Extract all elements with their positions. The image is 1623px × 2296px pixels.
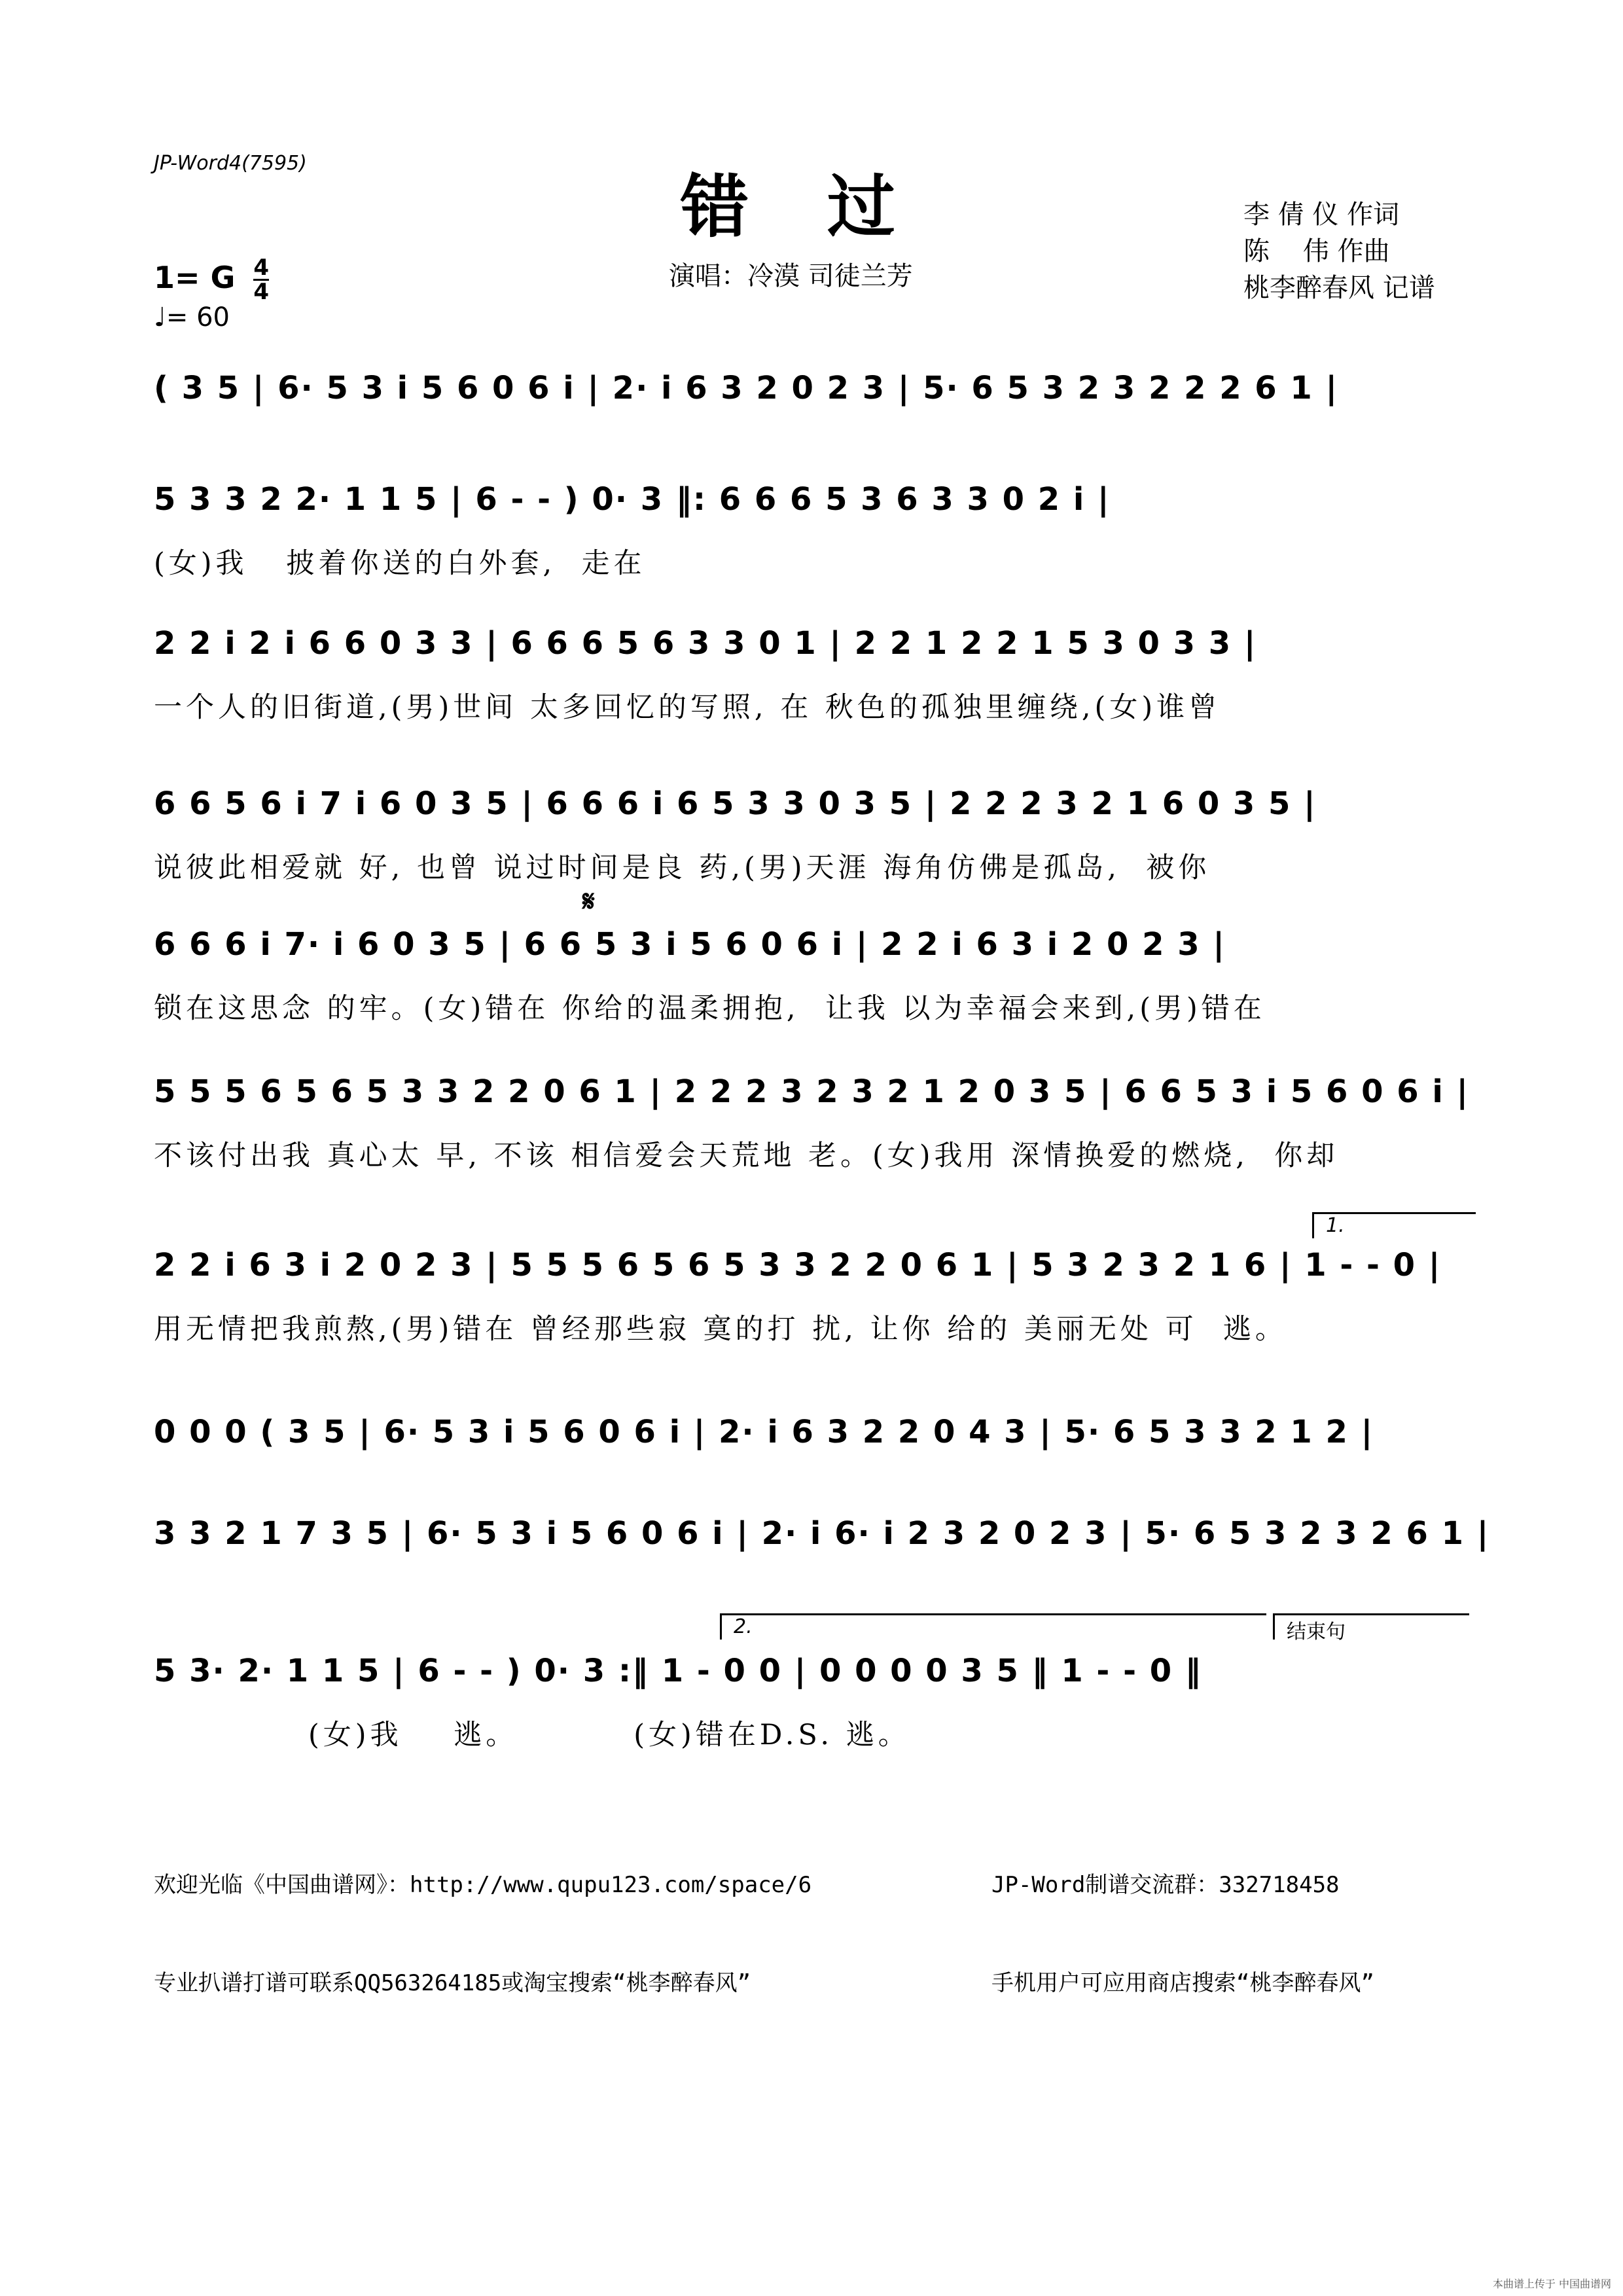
lyrics-line: 说彼此相爱就 好, 也曾 说过时间是良 药,(男)天涯 海角仿佛是孤岛, 被你 <box>154 852 1211 884</box>
lyrics-line: 一个人的旧街道,(男)世间 太多回忆的写照, 在 秋色的孤独里缠绕,(女)谁曾 <box>154 691 1221 724</box>
volta-1 <box>1312 1212 1476 1238</box>
lyrics-line: 锁在这思念 的牢。(女)错在 你给的温柔拥抱, 让我 以为幸福会来到,(男)错在 <box>154 992 1266 1025</box>
lyrics-line: 用无情把我煎熬,(男)错在 曾经那些寂 寞的打 扰, 让你 给的 美丽无处 可 逃。 <box>154 1313 1287 1346</box>
lyrics-line: (女)我 逃。 (女)错在D.S. 逃。 <box>154 1719 910 1751</box>
notation-line: 5 5 5 6 5 6 5 3 3 2 2 0 6 1 | 2 2 2 3 2 3 2 1 2 0 3 5 | 6 6 5 3 i 5 6 0 6 i | <box>154 1073 1470 1110</box>
singer-line: 演唱：冷漠 司徒兰芳 <box>669 261 913 291</box>
lyricist-credit: 李 倩 仪 作词 <box>1243 200 1400 230</box>
notation-line: 2 2 i 6 3 i 2 0 2 3 | 5 5 5 6 5 6 5 3 3 2 2 0 6 1 | 5 3 2 3 2 1 6 | 1 - - 0 | <box>154 1247 1442 1283</box>
ending-label: 结束句 <box>1287 1621 1346 1643</box>
notation-line: 6 6 5 6 i 7 i 6 0 3 5 | 6 6 6 i 6 5 3 3 0 3 5 | 2 2 2 3 2 1 6 0 3 5 | <box>154 785 1317 822</box>
notator-credit: 桃李醉春风 记谱 <box>1243 273 1435 303</box>
volta-2 <box>720 1613 1266 1640</box>
key-signature <box>154 257 269 303</box>
footer-app-line: 手机用户可应用商店搜索“桃李醉春风” <box>991 1970 1374 1996</box>
notation-line: ( 3 5 | 6· 5 3 i 5 6 0 6 i | 2· i 6 3 2 0 2 3 | 5· 6 5 3 2 3 2 2 2 6 1 | <box>154 370 1339 406</box>
notation-line: 2 2 i 2 i 6 6 0 3 3 | 6 6 6 5 6 3 3 0 1 | 2 2 1 2 2 1 5 3 0 3 3 | <box>154 625 1257 662</box>
key-label: 1= G <box>154 260 236 295</box>
ending-bracket <box>1273 1613 1469 1643</box>
notation-line: 5 3· 2· 1 1 5 | 6 - - ) 0· 3 :‖ 1 - 0 0 | 0 0 0 0 3 5 ‖ 1 - - 0 ‖ <box>154 1653 1202 1689</box>
credits-block <box>1243 196 1435 306</box>
footer-left <box>154 1803 812 2032</box>
composer-credit: 陈 伟 作曲 <box>1243 236 1390 266</box>
volta-2-label: 2. <box>734 1615 753 1638</box>
upload-watermark: 本曲谱上传于 中国曲谱网 <box>1492 2278 1611 2290</box>
segno-sign: 𝄋 <box>582 885 595 918</box>
footer-site-line: 欢迎光临《中国曲谱网》：http://www.qupu123.com/space/6 <box>154 1872 812 1898</box>
footer-group-line: JP-Word制谱交流群：332718458 <box>991 1872 1340 1898</box>
time-numerator: 4 <box>253 255 270 281</box>
notation-line: 3 3 2 1 7 3 5 | 6· 5 3 i 5 6 0 6 i | 2· i 6· i 2 3 2 0 2 3 | 5· 6 5 3 2 3 2 6 1 | <box>154 1515 1490 1552</box>
notation-line: 5 3 3 2 2· 1 1 5 | 6 - - ) 0· 3 ‖: 6 6 6 5 3 6 3 3 0 2 i | <box>154 481 1111 518</box>
software-label: JP-Word4(7595) <box>154 152 307 175</box>
tempo-mark: ♩= 60 <box>154 302 230 332</box>
notation-line: 0 0 0 ( 3 5 | 6· 5 3 i 5 6 0 6 i | 2· i 6 3 2 2 0 4 3 | 5· 6 5 3 3 2 1 2 | <box>154 1414 1374 1450</box>
time-signature <box>253 257 269 303</box>
footer-contact-line: 专业扒谱打谱可联系QQ563264185或淘宝搜索“桃李醉春风” <box>154 1970 751 1996</box>
song-title: 错过 <box>681 166 974 247</box>
notation-line: 6 6 6 i 7· i 6 0 3 5 | 6 6 5 3 i 5 6 0 6 i | 2 2 i 6 3 i 2 0 2 3 | <box>154 926 1226 963</box>
volta-1-label: 1. <box>1326 1214 1345 1237</box>
lyrics-line: (女)我 披着你送的白外套, 走在 <box>154 547 646 580</box>
time-denominator: 4 <box>253 279 270 305</box>
footer-right <box>991 1803 1374 2032</box>
lyrics-line: 不该付出我 真心太 早, 不该 相信爱会天荒地 老。(女)我用 深情换爱的燃烧, 你却 <box>154 1139 1339 1172</box>
